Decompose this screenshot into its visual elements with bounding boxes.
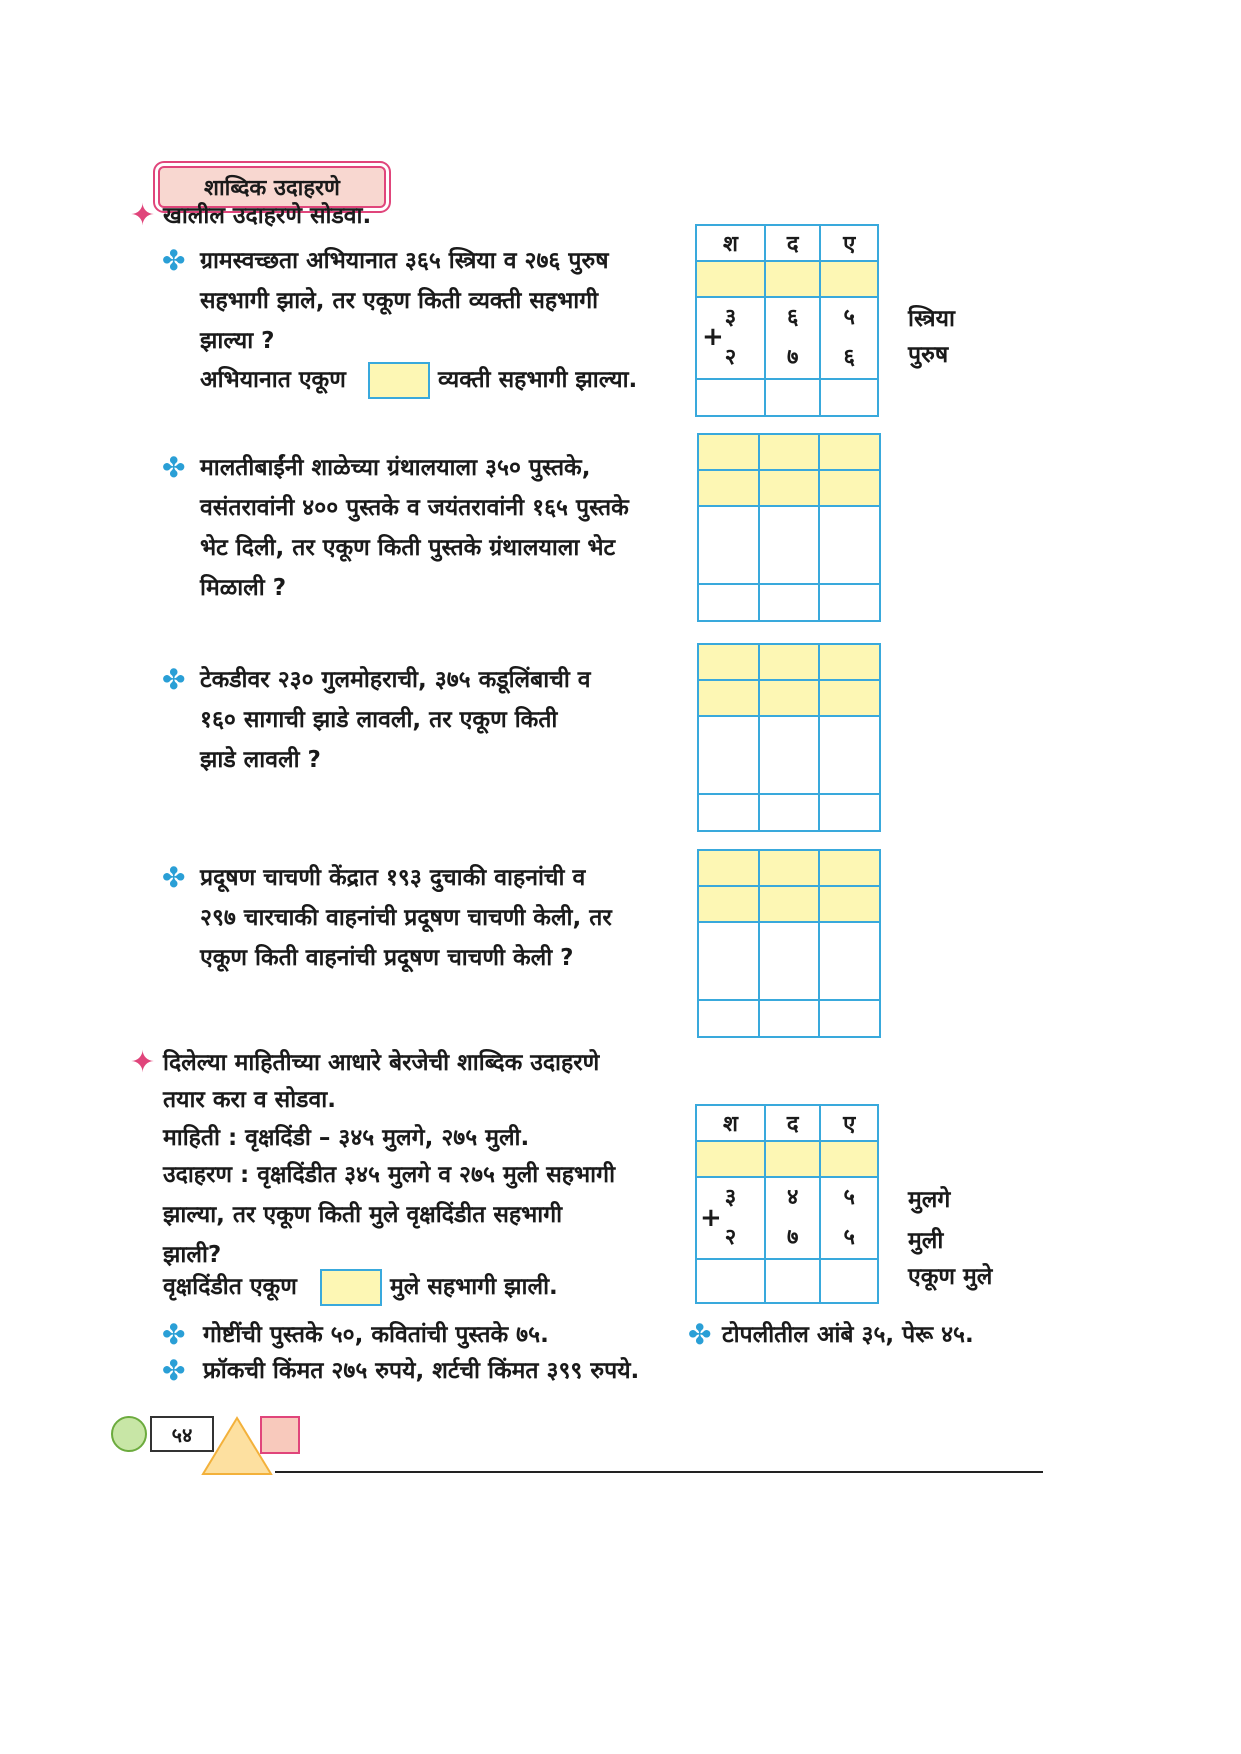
page-number: ५४ bbox=[171, 1422, 193, 1447]
sum-cell[interactable] bbox=[696, 1259, 765, 1303]
flower-bullet-icon: ✤ bbox=[162, 1318, 186, 1351]
row-label: स्त्रिया bbox=[908, 306, 955, 332]
header-hundreds: श bbox=[696, 225, 765, 261]
section2-instruction: दिलेल्या माहितीच्या आधारे बेरजेची शाब्दिक उदाहरणे तयार करा व सोडवा. bbox=[163, 1050, 600, 1113]
empty-place-value-table-3 bbox=[697, 643, 881, 832]
section-heading-text: शाब्दिक उदाहरणे bbox=[204, 176, 340, 201]
digit-cell: ३ २ bbox=[696, 1177, 765, 1259]
flower-bullet-icon: ✤ bbox=[162, 1354, 186, 1387]
plus-sign: + bbox=[700, 1203, 722, 1233]
problem-4-text: प्रदूषण चाचणी केंद्रात १९३ दुचाकी वाहनांची व २९७ चारचाकी वाहनांची प्रदूषण चाचणी केली, तर एकूण किती वाहनांची प्रदूषण चाचणी केली ? bbox=[200, 865, 612, 971]
problem-3-text: टेकडीवर २३० गुलमोहराची, ३७५ कडूलिंबाची व १६० सागाची झाडे लावली, तर एकूण किती झाडे लावली ? bbox=[200, 667, 591, 773]
carry-cell[interactable] bbox=[696, 261, 765, 297]
row-label: मुलगे bbox=[908, 1187, 951, 1213]
header-tens: द bbox=[765, 225, 821, 261]
carry-cell[interactable] bbox=[696, 1141, 765, 1177]
answer-2-prefix: वृक्षदिंडीत एकूण bbox=[163, 1274, 297, 1300]
answer-1-prefix: अभियानात एकूण bbox=[200, 367, 346, 393]
digit-cell: ६ ७ bbox=[765, 297, 821, 379]
header-hundreds: श bbox=[696, 1105, 765, 1141]
task-1: गोष्टींची पुस्तके ५०, कवितांची पुस्तके ७५. bbox=[203, 1322, 549, 1348]
star-icon: ✦ bbox=[130, 198, 156, 233]
pink-square-shape bbox=[260, 1416, 300, 1454]
answer-1-box[interactable] bbox=[368, 362, 430, 399]
plus-sign: + bbox=[702, 322, 724, 352]
header-ones: ए bbox=[820, 1105, 878, 1141]
green-circle-shape bbox=[111, 1416, 147, 1452]
footer-rule bbox=[275, 1471, 1043, 1473]
instruction-text: खालील उदाहरणे सोडवा. bbox=[163, 203, 372, 229]
sum-cell[interactable] bbox=[820, 379, 878, 416]
digit-cell: ३ २ bbox=[696, 297, 765, 379]
header-ones: ए bbox=[820, 225, 878, 261]
example-text: उदाहरण : वृक्षदिंडीत ३४५ मुलगे व २७५ मुली सहभागी झाल्या, तर एकूण किती मुले वृक्षदिंडीत सहभागी झाली? bbox=[163, 1162, 616, 1268]
sum-cell[interactable] bbox=[765, 1259, 821, 1303]
carry-cell[interactable] bbox=[820, 261, 878, 297]
answer-1-suffix: व्यक्ती सहभागी झाल्या. bbox=[438, 367, 638, 393]
problem-2-text: मालतीबाईंनी शाळेच्या ग्रंथालयाला ३५० पुस्तके, वसंतरावांनी ४०० पुस्तके व जयंतरावांनी १६५ पुस्तके भेट दिली, तर एकूण किती पुस्तके ग्रंथालयाला भेट मिळाली ? bbox=[200, 455, 629, 601]
flower-bullet-icon: ✤ bbox=[162, 244, 186, 277]
flower-bullet-icon: ✤ bbox=[162, 861, 186, 894]
place-value-table-1 bbox=[695, 224, 879, 417]
digit-cell: ५ ५ bbox=[820, 1177, 878, 1259]
answer-2-suffix: मुले सहभागी झाली. bbox=[390, 1274, 558, 1300]
sum-cell[interactable] bbox=[765, 379, 821, 416]
carry-cell[interactable] bbox=[765, 1141, 821, 1177]
star-icon: ✦ bbox=[130, 1045, 156, 1080]
place-value-table-5 bbox=[695, 1104, 879, 1304]
digit-cell: ५ ६ bbox=[820, 297, 878, 379]
info-text: माहिती : वृक्षदिंडी – ३४५ मुलगे, २७५ मुली. bbox=[163, 1125, 530, 1151]
carry-cell[interactable] bbox=[765, 261, 821, 297]
row-label: पुरुष bbox=[908, 342, 949, 368]
flower-bullet-icon: ✤ bbox=[688, 1318, 712, 1351]
sum-cell[interactable] bbox=[696, 379, 765, 416]
flower-bullet-icon: ✤ bbox=[162, 451, 186, 484]
flower-bullet-icon: ✤ bbox=[162, 663, 186, 696]
answer-2-box[interactable] bbox=[320, 1269, 382, 1306]
task-3: फ्रॉकची किंमत २७५ रुपये, शर्टची किंमत ३९९ रुपये. bbox=[203, 1358, 640, 1384]
digit-cell: ४ ७ bbox=[765, 1177, 821, 1259]
carry-cell[interactable] bbox=[820, 1141, 878, 1177]
sum-cell[interactable] bbox=[820, 1259, 878, 1303]
empty-place-value-table-2 bbox=[697, 433, 881, 622]
row-label: मुली bbox=[908, 1228, 944, 1254]
empty-place-value-table-4 bbox=[697, 849, 881, 1038]
problem-1-text: ग्रामस्वच्छता अभियानात ३६५ स्त्रिया व २७६ पुरुष सहभागी झाले, तर एकूण किती व्यक्ती सहभागी झाल्या ? bbox=[200, 248, 609, 354]
row-label: एकूण मुले bbox=[908, 1264, 993, 1290]
header-tens: द bbox=[765, 1105, 821, 1141]
task-2: टोपलीतील आंबे ३५, पेरू ४५. bbox=[722, 1322, 974, 1348]
